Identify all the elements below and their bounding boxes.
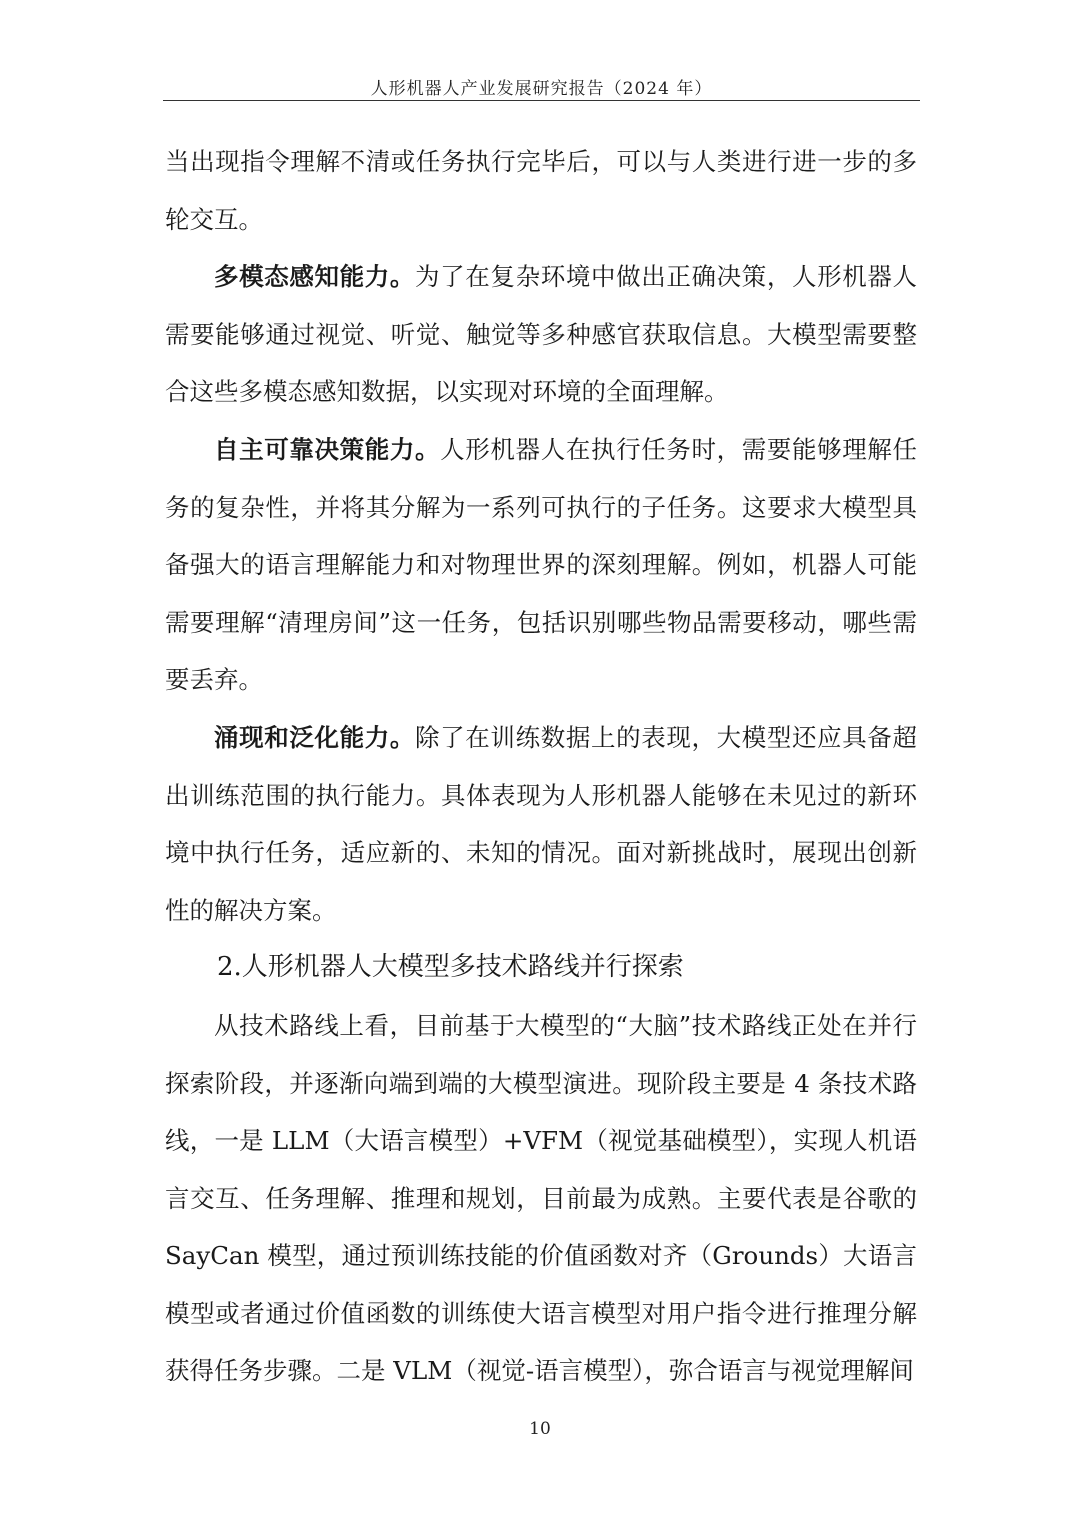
paragraph-technical-routes: 从技术路线上看，目前基于大模型的“大脑”技术路线正处在并行探索阶段，并逐渐向端到端的大模型演进。现阶段主要是 4 条技术路线，一是 LLM（大语言模型）+VFM（视觉基础模型），实现人机语言交互、任务理解、推理和规划，目前最为成熟。主要代表是谷歌的 SayCan 模型，通过预训练技能的价值函数对齐（Grounds）大语言模型或者通过价值函数的训练使大语言模型对用户指令进行推理分解获得任务步骤。二是 VLM（视觉-语言模型），弥合语言与视觉理解间 xyxy=(165,1010,917,1386)
paragraph-autonomous-decision xyxy=(165,421,917,709)
paragraph-lead-emergence: 涌现和泛化能力。 xyxy=(214,722,416,752)
page-number: 10 xyxy=(529,1419,551,1439)
paragraph-text-decision: 人形机器人在执行任务时，需要能够理解任务的复杂性，并将其分解为一系列可执行的子任务。这要求大模型具备强大的语言理解能力和对物理世界的深刻理解。例如，机器人可能需要理解“清理房间”这一任务，包括识别哪些物品需要移动，哪些需要丢弃。 xyxy=(165,434,918,695)
section-heading: 2.人形机器人大模型多技术路线并行探索 xyxy=(217,952,684,983)
page-body xyxy=(165,133,917,1400)
paragraph-text-emergence: 除了在训练数据上的表现，大模型还应具备超出训练范围的执行能力。具体表现为人形机器人能够在未见过的新环境中执行任务，适应新的、未知的情况。面对新挑战时，展现出创新性的解决方案。 xyxy=(165,722,918,925)
paragraph-continuation: 当出现指令理解不清或任务执行完毕后，可以与人类进行进一步的多轮交互。 xyxy=(165,147,917,234)
paragraph-lead-multimodal: 多模态感知能力。 xyxy=(214,262,416,292)
running-header: 人形机器人产业发展研究报告（2024 年） xyxy=(370,79,713,99)
header-divider xyxy=(163,100,920,101)
paragraph-multimodal-perception xyxy=(165,248,917,421)
paragraph-text-multimodal: 为了在复杂环境中做出正确决策，人形机器人需要能够通过视觉、听觉、触觉等多种感官获取信息。大模型需要整合这些多模态感知数据，以实现对环境的全面理解。 xyxy=(165,262,918,407)
paragraph-emergence-generalization xyxy=(165,709,917,939)
paragraph-lead-decision: 自主可靠决策能力。 xyxy=(214,434,441,464)
